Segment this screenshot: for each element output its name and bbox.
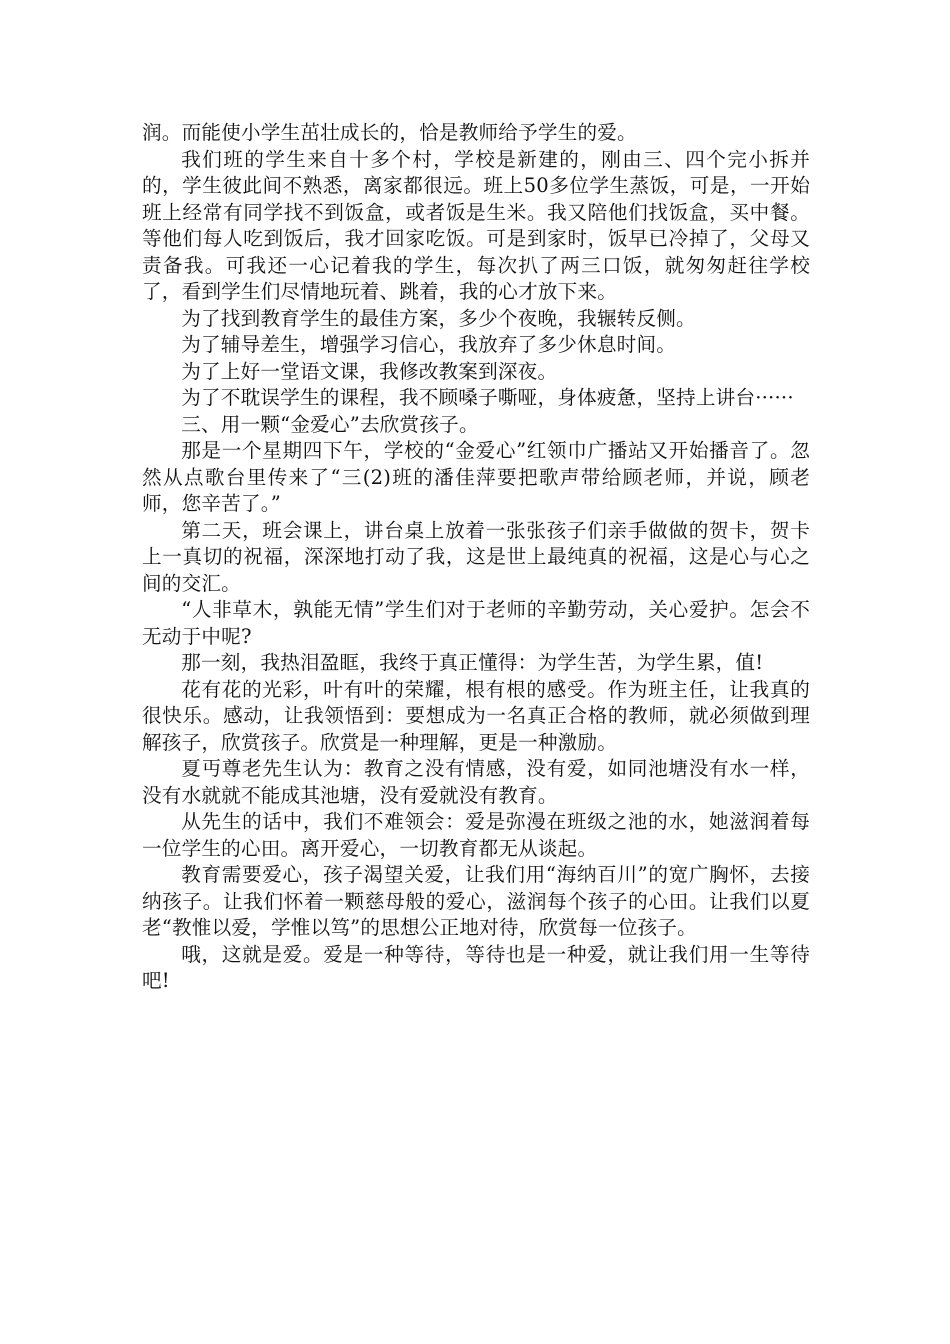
paragraph-closing: 哦，这就是爱。爱是一种等待，等待也是一种爱，就让我们用一生等待吧! [142,942,810,992]
section-heading-golden-heart: 三、用一颗“金爱心”去欣赏孩子。 [181,412,479,436]
paragraph-radio-station: 那是一个星期四下午，学校的“金爱心”红领巾广播站又开始播音了。忽然从点歌台里传来了“三(2)班的潘佳萍要把歌声带给顾老师，并说，顾老师，您辛苦了。” [142,439,810,515]
paragraph-hoarse-voice: 为了不耽误学生的课程，我不顾嗓子嘶哑，身体疲惫，坚持上讲台······ [181,386,794,409]
paragraph-students-lunch: 我们班的学生来自十多个村，学校是新建的，刚由三、四个完小拆并的，学生彼此间不熟悉，离家都很远。班上50多位学生蒸饭，可是，一开始班上经常有同学找不到饭盒，或者饭是生米。我又陪他们找饭盒，买中餐。等他们每人吃到饭后，我才回家吃饭。可是到家时，饭早已冷掉了，父母又责备我。可我还一心记着我的学生，每次扒了两三口饭，就匆匆赶往学校了，看到学生们尽情地玩着、跳着，我的心才放下来。 [142,147,810,303]
paragraph-greeting-cards: 第二天，班会课上，讲台桌上放着一张张孩子们亲手做做的贺卡，贺卡上一真切的祝福，深深地打动了我，这是世上最纯真的祝福，这是心与心之间的交汇。 [142,518,810,595]
paragraph-continuation: 润。而能使小学生茁壮成长的，恰是教师给予学生的爱。 [142,121,637,144]
paragraph-lesson-prep: 为了上好一堂语文课，我修改教案到深夜。 [181,359,558,383]
paragraph-flowers-leaves: 花有花的光彩，叶有叶的荣耀，根有根的感受。作为班主任，让我真的很快乐。感动，让我领悟到：要想成为一名真正合格的教师，就必须做到理解孩子，欣赏孩子。欣赏是一种理解，更是一种激励。 [142,677,810,754]
paragraph-tutoring: 为了辅导差生，增强学习信心，我放弃了多少休息时间。 [181,333,677,356]
paragraph-quote-emotion: “人非草木，孰能无情”学生们对于老师的辛勤劳动，关心爱护。怎会不无动于中呢? [142,598,810,648]
paragraph-education-love: 教育需要爱心，孩子渴望关爱，让我们用“海纳百川”的宽广胸怀，去接纳孩子。让我们怀着一颗慈母般的爱心，滋润每个孩子的心田。让我们以夏老“教惟以爱，学惟以笃”的思想公正地对待，欣赏每一位孩子。 [142,863,810,939]
document-body [142,120,810,995]
paragraph-xia-mianzun: 夏丏尊老先生认为：教育之没有情感，没有爱，如同池塘没有水一样，没有水就就不能成其池塘，没有爱就没有教育。 [142,757,810,807]
paragraph-understanding: 从先生的话中，我们不难领会：爱是弥漫在班级之池的水，她滋润着每一位学生的心田。离开爱心，一切教育都无从谈起。 [142,810,810,860]
paragraph-best-plan: 为了找到教育学生的最佳方案，多少个夜晚，我辗转反侧。 [181,306,696,330]
paragraph-tears: 那一刻，我热泪盈眶，我终于真正懂得：为学生苦，为学生累，值! [181,651,764,674]
